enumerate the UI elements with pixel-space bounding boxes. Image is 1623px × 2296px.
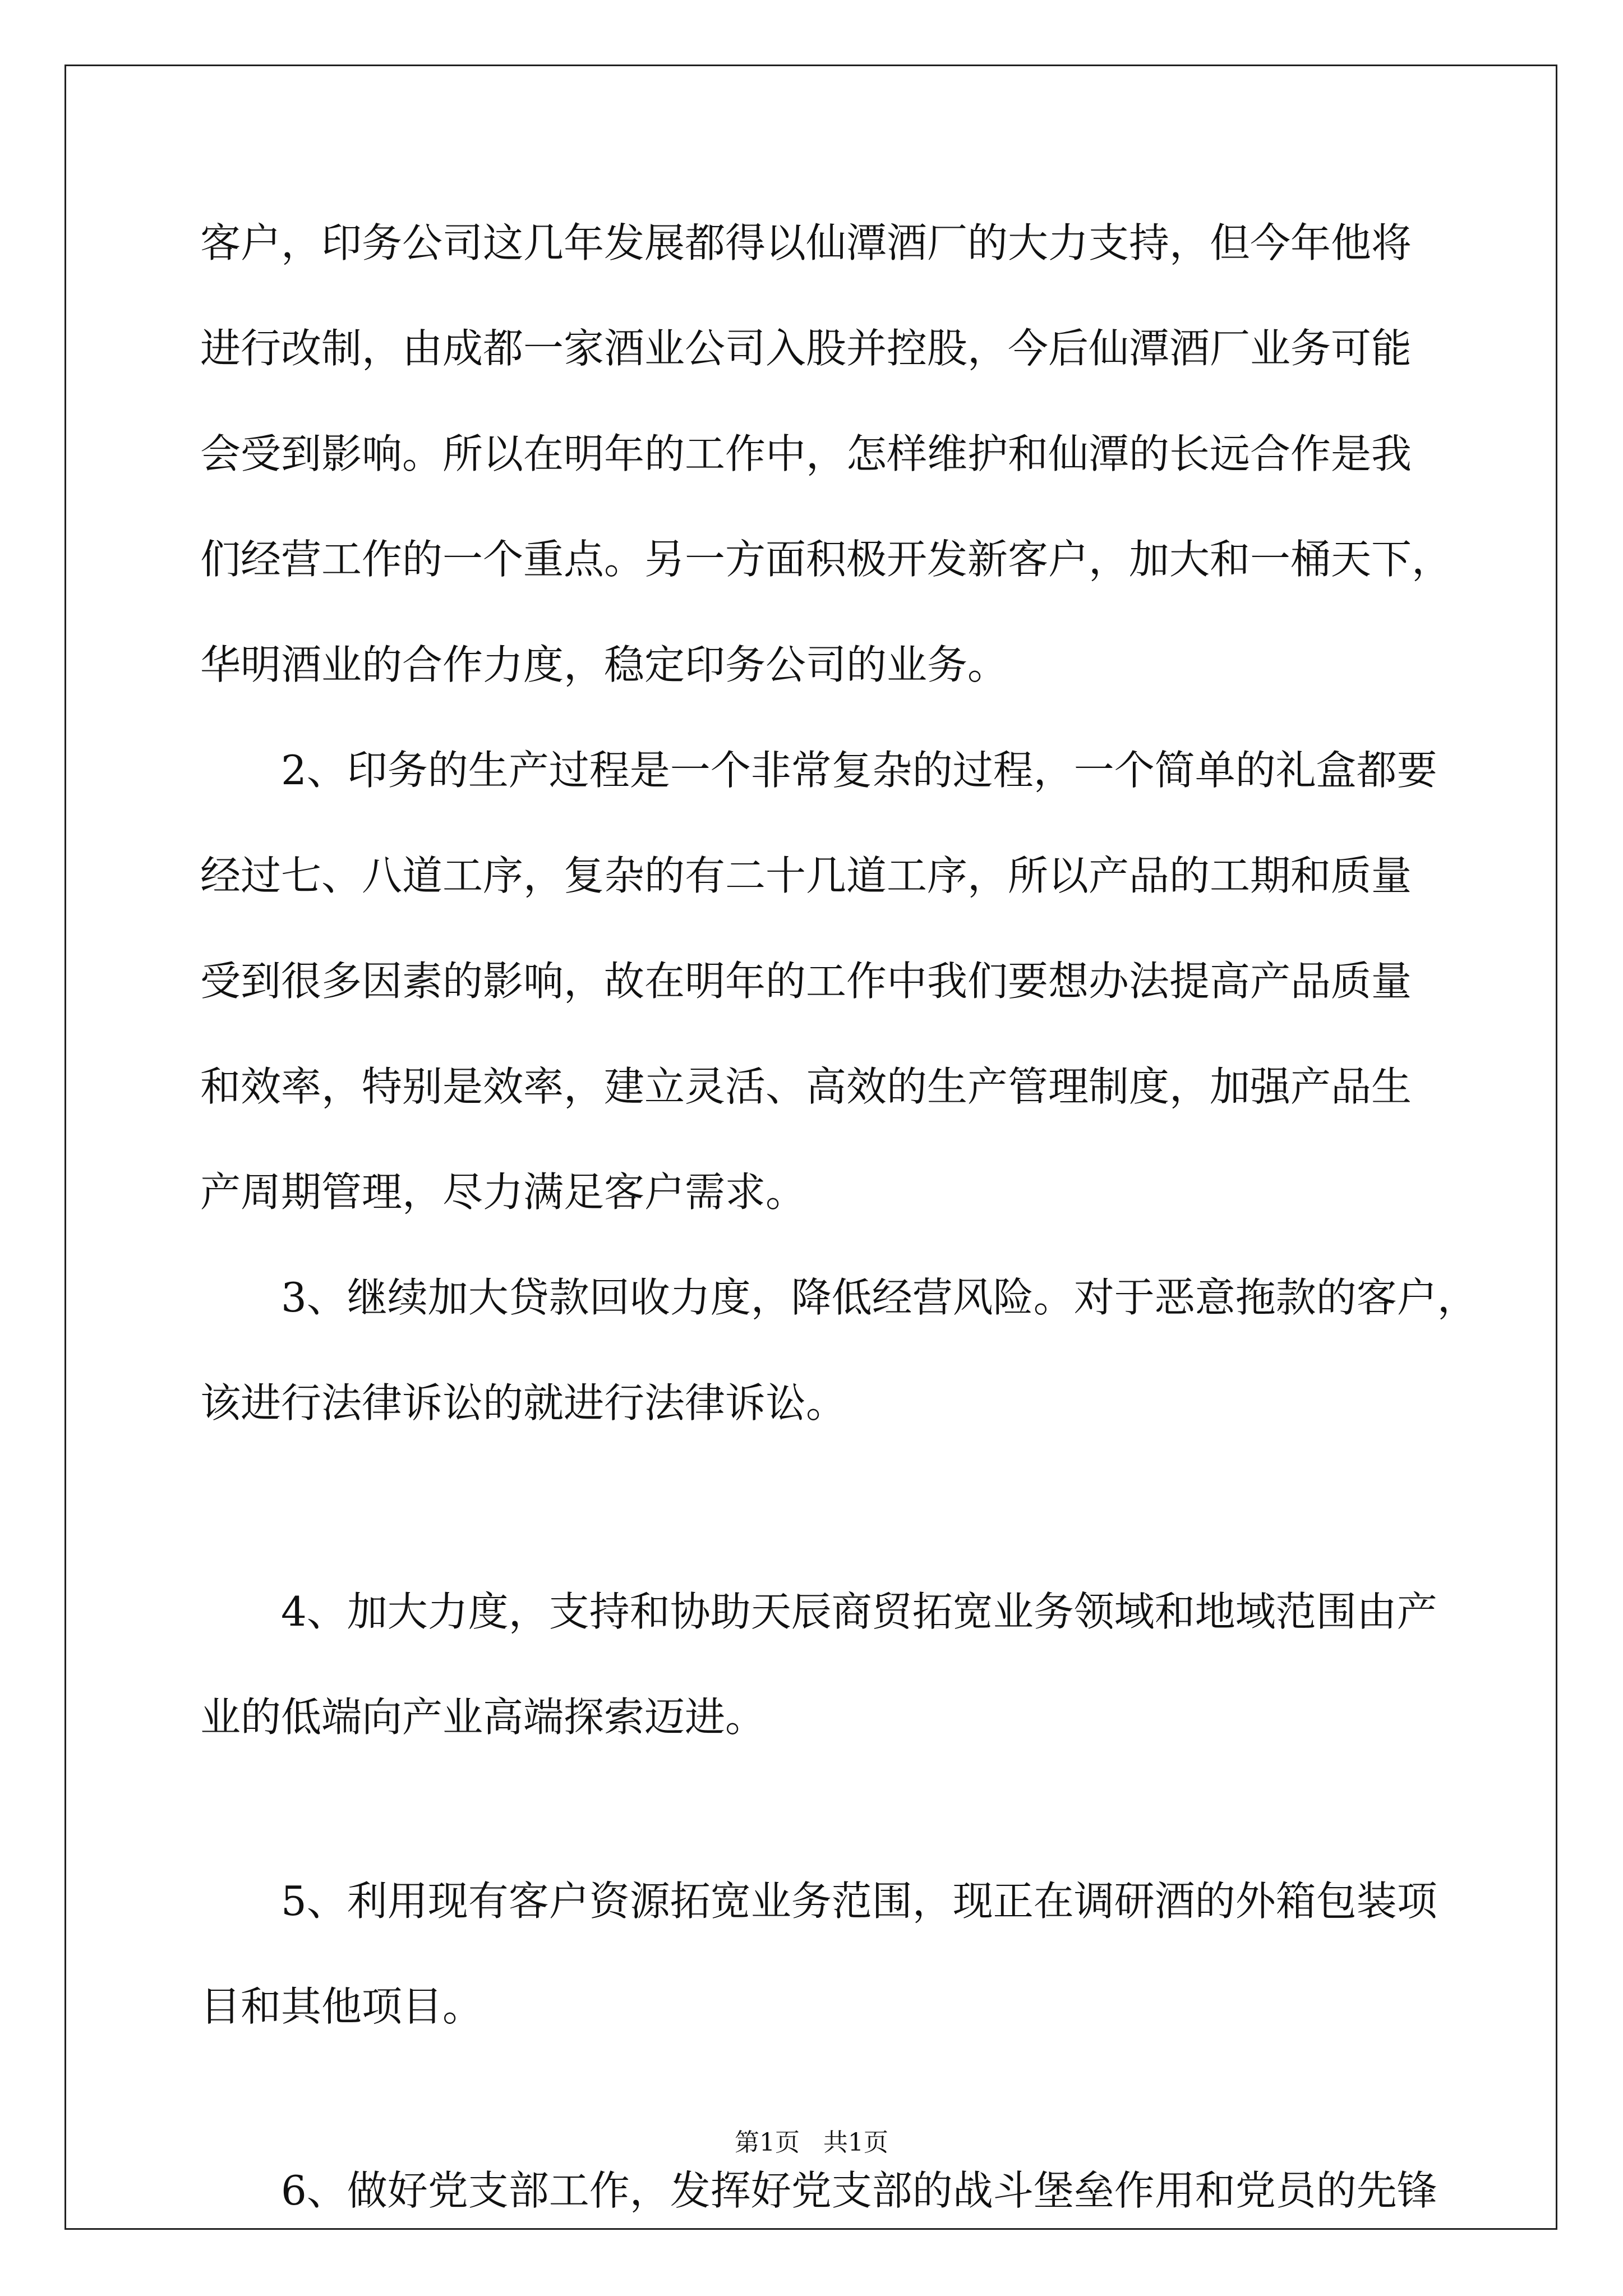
page-footer	[0, 2126, 1623, 2160]
paragraph-5	[200, 1874, 1437, 2085]
paragraph-4	[200, 1585, 1437, 1796]
text-line: 业的低端向产业高端探索迈进。	[200, 1694, 766, 1741]
text-line: 客户，印务公司这几年发展都得以仙潭酒厂的大力支持，但今年他将	[200, 219, 1412, 266]
paragraph-6	[200, 2164, 1437, 2217]
paragraph-1	[200, 216, 1453, 743]
page-number-total: 共1页	[823, 2128, 888, 2157]
text-line: 5、利用现有客户资源拓宽业务范围，现正在调研酒的外箱包装项	[281, 1878, 1437, 1925]
text-line: 该进行法律诉讼的就进行法律诉讼。	[200, 1379, 847, 1427]
paragraph-2	[200, 743, 1437, 1271]
text-line: 4、加大力度，支持和协助天辰商贸拓宽业务领域和地域范围由产	[281, 1588, 1437, 1635]
text-line: 2、印务的生产过程是一个非常复杂的过程，一个简单的礼盒都要	[281, 747, 1437, 794]
text-line: 目和其他项目。	[200, 1983, 483, 2030]
text-line: 会受到影响。所以在明年的工作中，怎样维护和仙潭的长远合作是我	[200, 430, 1412, 477]
text-line: 们经营工作的一个重点。另一方面积极开发新客户，加大和一桶天下，	[200, 536, 1453, 583]
text-line: 进行改制，由成都一家酒业公司入股并控股，今后仙潭酒厂业务可能	[200, 325, 1412, 372]
text-line: 和效率，特别是效率，建立灵活、高效的生产管理制度，加强产品生	[200, 1063, 1412, 1110]
text-line: 经过七、八道工序，复杂的有二十几道工序，所以产品的工期和质量	[200, 852, 1412, 899]
text-line: 受到很多因素的影响，故在明年的工作中我们要想办法提高产品质量	[200, 958, 1412, 1005]
page-number-current: 第1页	[735, 2128, 800, 2157]
paragraph-3	[200, 1271, 1478, 1481]
text-line: 3、继续加大贷款回收力度，降低经营风险。对于恶意拖款的客户，	[281, 1274, 1478, 1321]
text-line: 华明酒业的合作力度，稳定印务公司的业务。	[200, 641, 1008, 688]
text-line: 6、做好党支部工作，发挥好党支部的战斗堡垒作用和党员的先锋	[281, 2167, 1437, 2214]
text-line: 产周期管理，尽力满足客户需求。	[200, 1168, 806, 1216]
